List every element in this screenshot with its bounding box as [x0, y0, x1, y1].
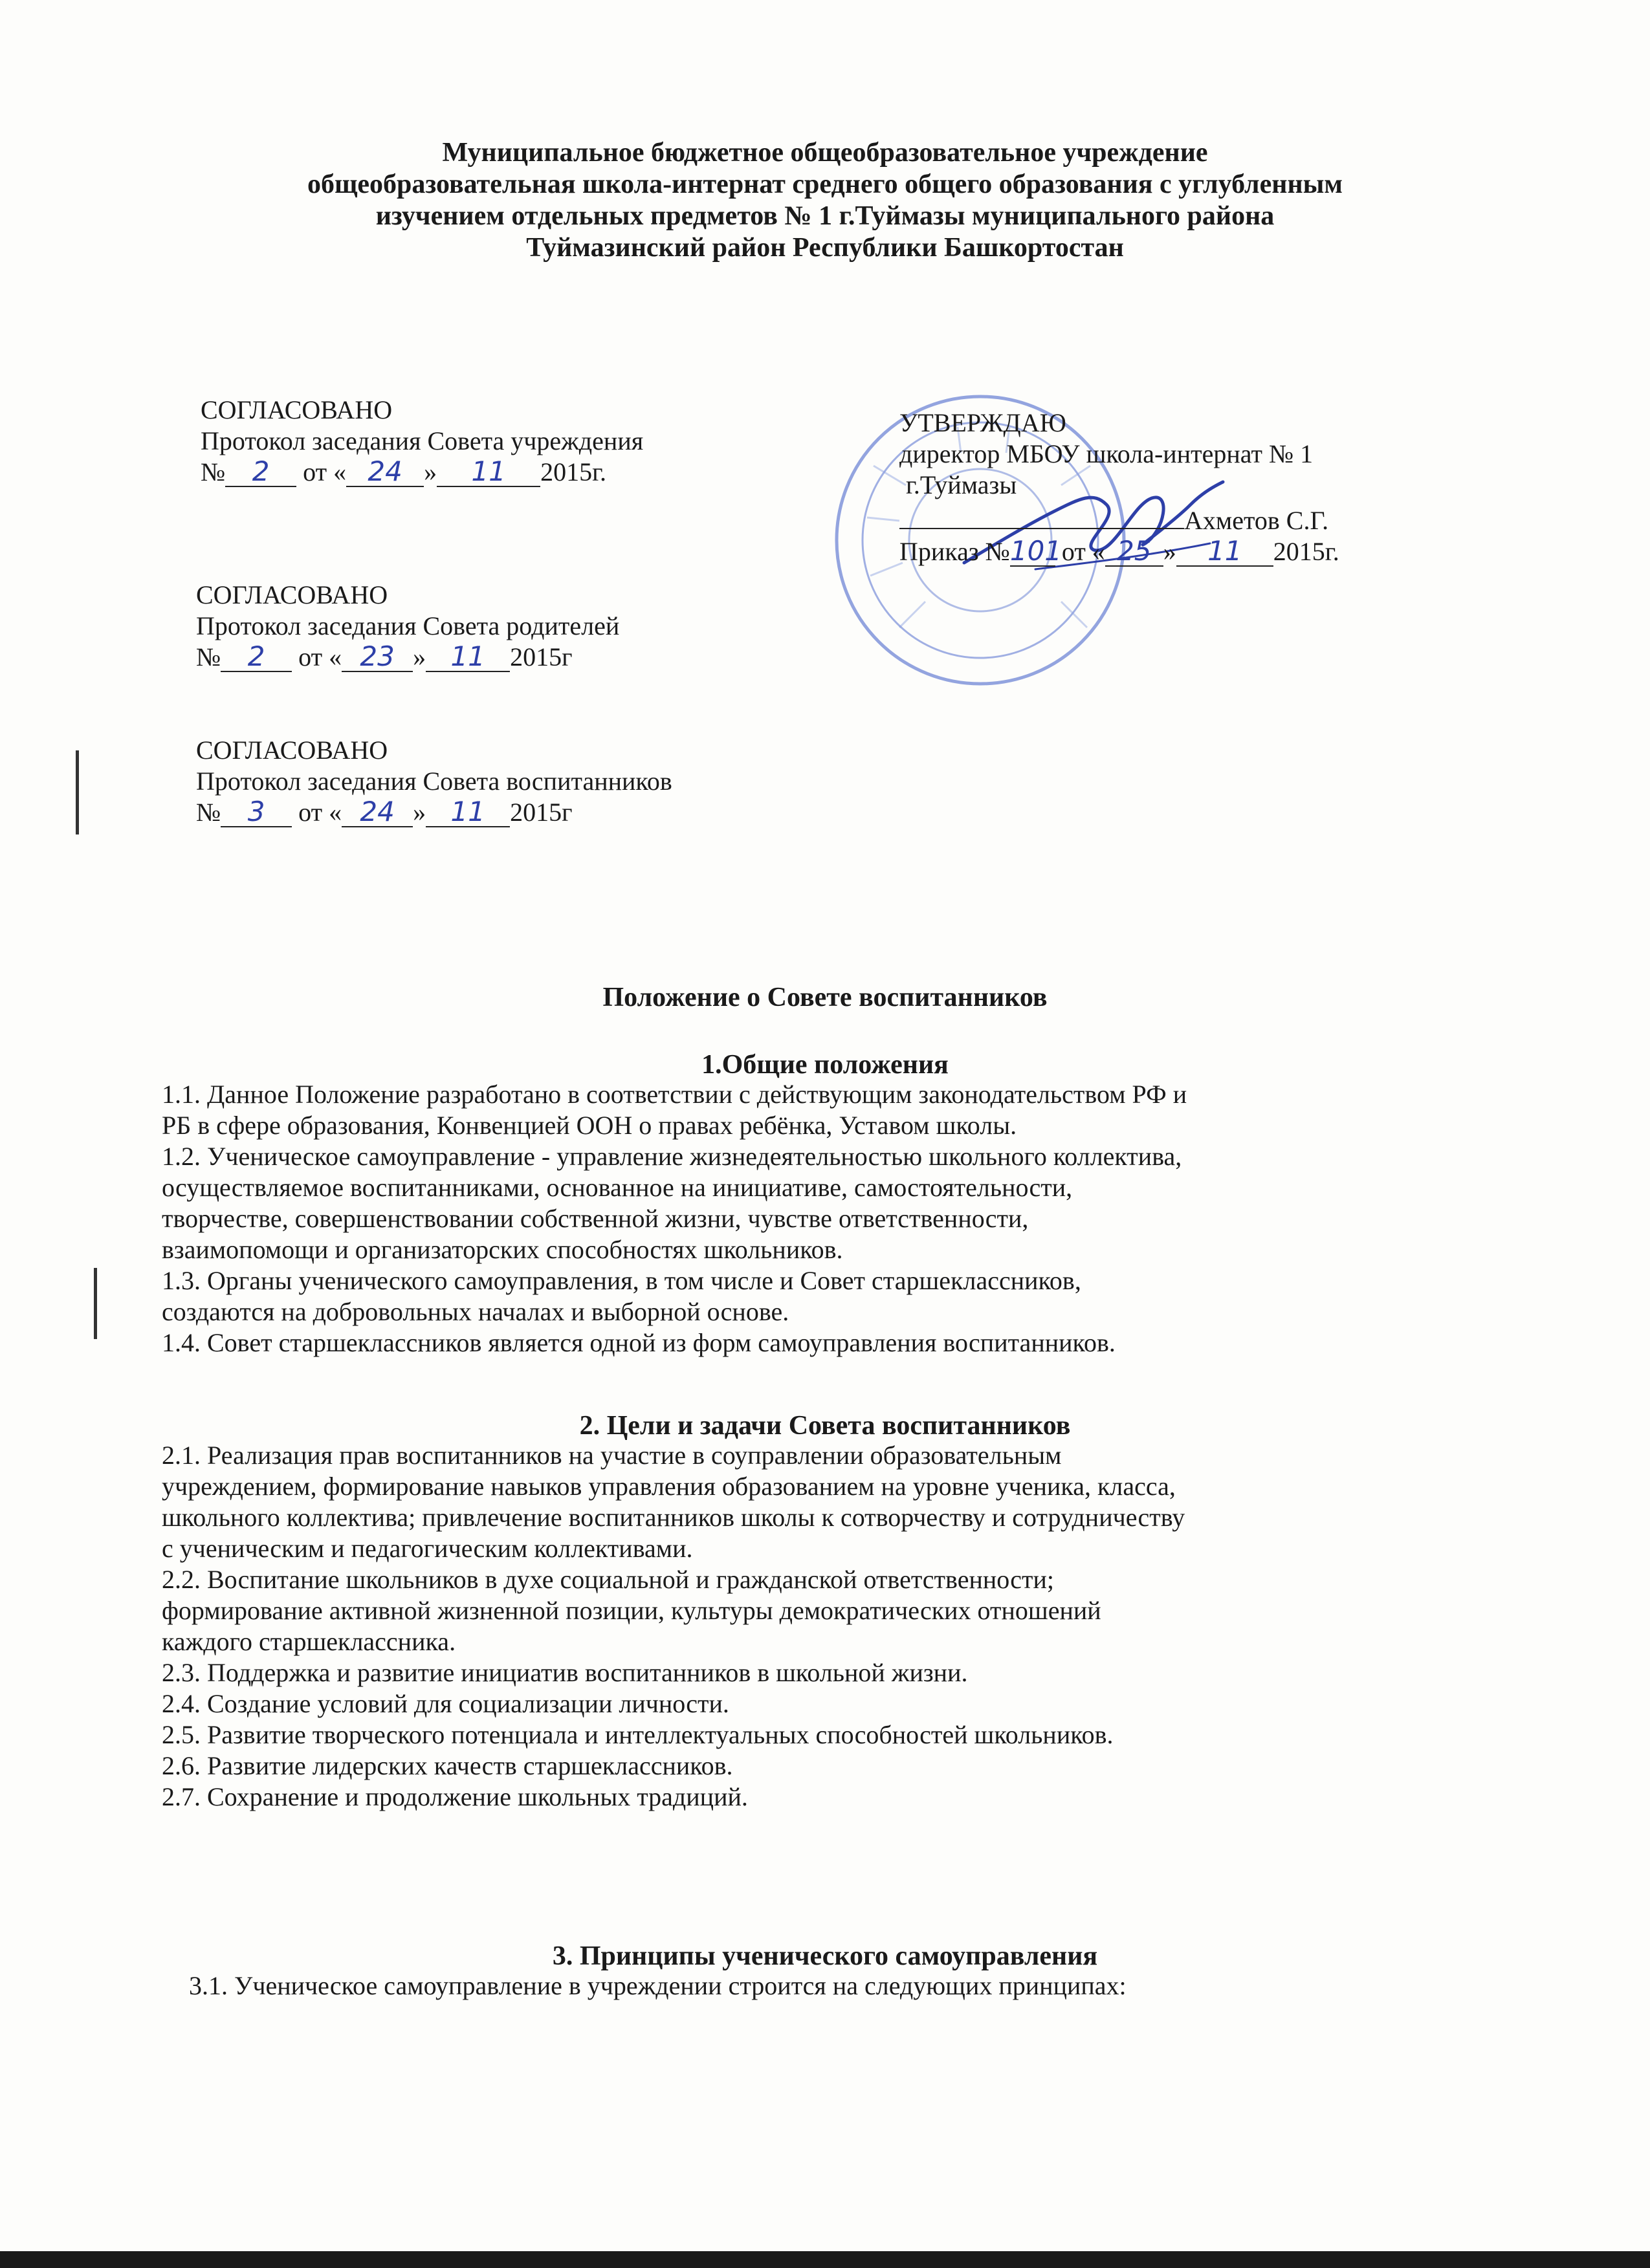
- paragraph-line: 1.1. Данное Положение разработано в соответствии с действующим законодательством РФ и: [162, 1080, 1187, 1109]
- approval-date-line: № 2 от « 24 » 11 2015г.: [201, 455, 607, 487]
- section-2-body: [162, 1440, 1508, 1813]
- handwritten-month: 11: [450, 796, 485, 827]
- paragraph-line: осуществляемое воспитанниками, основанное на инициативе, самостоятельности,: [162, 1173, 1073, 1202]
- handwritten-day: 23: [360, 640, 395, 672]
- paragraph-line: каждого старшеклассника.: [162, 1627, 456, 1656]
- paragraph-line: 3.1. Ученическое самоуправление в учреждении строится на следующих принципах:: [189, 1971, 1127, 2000]
- paragraph-line: учреждением, формирование навыков управления образованием на уровне ученика, класса,: [162, 1472, 1176, 1501]
- paragraph-line: 2.1. Реализация прав воспитанников на участие в соуправлении образовательным: [162, 1441, 1062, 1470]
- paragraph-line: 2.7. Сохранение и продолжение школьных традиций.: [162, 1782, 748, 1811]
- handwritten-month: 11: [1207, 535, 1242, 567]
- approval-heading: УТВЕРЖДАЮ: [899, 408, 1066, 437]
- paragraph-line: формирование активной жизненной позиции, культуры демократических отношений: [162, 1596, 1101, 1625]
- approval-council-institution: [201, 395, 643, 488]
- approval-protocol: Протокол заседания Совета учреждения: [201, 426, 644, 455]
- paragraph-line: 2.2. Воспитание школьников в духе социальной и гражданской ответственности;: [162, 1565, 1055, 1594]
- header-line-3: изучением отдельных предметов № 1 г.Туймазы муниципального района: [375, 201, 1275, 231]
- approval-heading: СОГЛАСОВАНО: [196, 580, 388, 609]
- paragraph-line: взаимопомощи и организаторских способностях школьников.: [162, 1235, 843, 1264]
- header-line-1: Муниципальное бюджетное общеобразовательное учреждение: [442, 138, 1208, 168]
- handwritten-day: 24: [368, 455, 402, 487]
- section-1-body: [162, 1079, 1508, 1358]
- section-2-heading: 2. Цели и задачи Совета воспитанников: [579, 1411, 1071, 1441]
- document-title: Положение о Совете воспитанников: [602, 983, 1048, 1012]
- approval-order-line: Приказ №101 от « 25 » 11 2015г.: [899, 535, 1339, 567]
- approval-heading: СОГЛАСОВАНО: [201, 395, 393, 424]
- approval-city: г.Туймазы: [906, 470, 1017, 499]
- approval-heading: СОГЛАСОВАНО: [196, 736, 388, 765]
- approval-date-line: № 2 от « 23 » 11 2015г: [196, 640, 573, 672]
- handwritten-number: 2: [252, 455, 270, 487]
- paragraph-line: 1.4. Совет старшеклассников является одной из форм самоуправления воспитанников.: [162, 1328, 1116, 1357]
- section-3-heading: 3. Принципы ученического самоуправления: [552, 1941, 1098, 1971]
- handwritten-number: 3: [247, 796, 265, 827]
- scan-bottom-edge: [0, 2251, 1650, 2268]
- approval-protocol: Протокол заседания Совета воспитанников: [196, 767, 672, 796]
- paragraph-line: 2.6. Развитие лидерских качеств старшеклассников.: [162, 1751, 733, 1780]
- paragraph-line: 2.3. Поддержка и развитие инициатив воспитанников в школьной жизни.: [162, 1658, 968, 1687]
- paragraph-line: 2.5. Развитие творческого потенциала и интеллектуальных способностей школьников.: [162, 1720, 1114, 1749]
- approval-director: [899, 408, 1339, 567]
- handwritten-month: 11: [471, 455, 506, 487]
- approval-signer-line: Ахметов С.Г.: [899, 501, 1339, 536]
- approval-council-parents: [196, 580, 619, 673]
- paragraph-line: 1.2. Ученическое самоуправление - управление жизнедеятельностью школьного коллектива,: [162, 1142, 1182, 1171]
- margin-mark: [76, 750, 79, 834]
- paragraph-line: с ученическим и педагогическим коллективами.: [162, 1534, 693, 1563]
- handwritten-number: 2: [247, 640, 265, 672]
- header-line-2: общеобразовательная школа-интернат среднего общего образования с углубленным: [307, 169, 1343, 199]
- approval-position: директор МБОУ школа-интернат № 1: [899, 439, 1314, 468]
- handwritten-order-number: 101: [1009, 535, 1062, 567]
- paragraph-line: 1.3. Органы ученического самоуправления, в том числе и Совет старшеклассников,: [162, 1266, 1081, 1295]
- handwritten-month: 11: [450, 640, 485, 672]
- approval-council-pupils: [196, 735, 672, 828]
- paragraph-line: создаются на добровольных началах и выборной основе.: [162, 1297, 789, 1326]
- section-3-body: [189, 1970, 1535, 2001]
- header-line-4: Туймазинский район Республики Башкортостан: [526, 233, 1124, 263]
- margin-mark: [94, 1268, 97, 1339]
- section-1-heading: 1.Общие положения: [701, 1050, 949, 1080]
- institution-header: [0, 137, 1650, 264]
- paragraph-line: РБ в сфере образования, Конвенцией ООН о правах ребёнка, Уставом школы.: [162, 1111, 1017, 1140]
- handwritten-day: 24: [360, 796, 395, 827]
- handwritten-day: 25: [1117, 535, 1152, 567]
- paragraph-line: творчестве, совершенствовании собственной жизни, чувстве ответственности,: [162, 1204, 1029, 1233]
- approval-date-line: № 3 от « 24 » 11 2015г: [196, 796, 573, 827]
- approval-protocol: Протокол заседания Совета родителей: [196, 611, 620, 640]
- paragraph-line: 2.4. Создание условий для социализации личности.: [162, 1689, 729, 1718]
- paragraph-line: школьного коллектива; привлечение воспитанников школы к сотворчеству и сотрудничеству: [162, 1503, 1185, 1532]
